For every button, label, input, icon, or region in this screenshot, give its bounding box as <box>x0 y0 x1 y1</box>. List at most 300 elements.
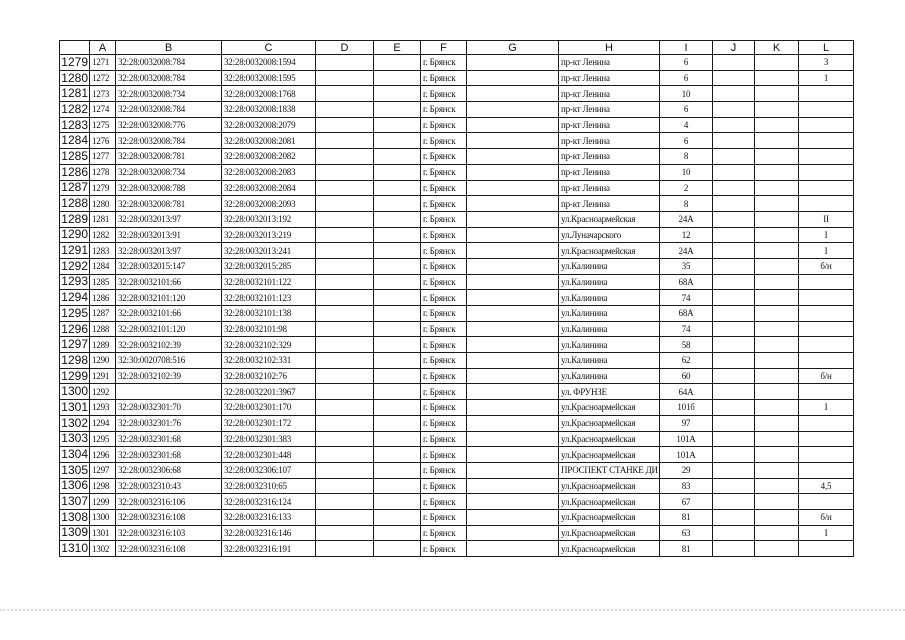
cell-e <box>374 211 421 227</box>
cell-b: 32:28:0032008:776 <box>116 117 222 133</box>
table-row <box>60 368 854 384</box>
cell-l: б/н <box>799 509 854 525</box>
cell-l <box>799 337 854 353</box>
cell-i: 8 <box>660 196 713 212</box>
cell-i: 58 <box>660 337 713 353</box>
cell-i: 2 <box>660 180 713 196</box>
cell-a: 1298 <box>90 478 116 494</box>
cell-j <box>713 306 755 322</box>
cell-h: ул.Красноармейская <box>559 541 660 557</box>
cell-a: 1280 <box>90 196 116 212</box>
cell-k <box>755 117 799 133</box>
cell-e <box>374 258 421 274</box>
cell-i: 74 <box>660 290 713 306</box>
cell-g <box>467 180 559 196</box>
cell-j <box>713 117 755 133</box>
cell-l: б/н <box>799 368 854 384</box>
row-number: 1292 <box>61 258 88 273</box>
column-header-b: B <box>116 41 222 55</box>
cell-b: 32:28:0032013:97 <box>116 211 222 227</box>
cell-j <box>713 290 755 306</box>
cell-f: г. Брянск <box>421 525 467 541</box>
table-row <box>60 180 854 196</box>
cell-b: 32:28:0032008:784 <box>116 133 222 149</box>
cell-h: ул.Красноармейская <box>559 509 660 525</box>
column-header-row <box>60 41 854 55</box>
cell-d <box>316 258 374 274</box>
cell-f: г. Брянск <box>421 447 467 463</box>
cell-h: ул.Красноармейская <box>559 431 660 447</box>
cell-c: 32:28:0032008:2082 <box>222 149 316 165</box>
cell-h: ул.Калинина <box>559 290 660 306</box>
cell-c: 32:28:0032008:1838 <box>222 102 316 118</box>
row-number: 1281 <box>61 86 88 101</box>
cell-k <box>755 353 799 369</box>
cell-j <box>713 337 755 353</box>
cell-d <box>316 462 374 478</box>
cell-f: г. Брянск <box>421 400 467 416</box>
cell-a: 1278 <box>90 164 116 180</box>
cell-b: 32:28:0032101:120 <box>116 321 222 337</box>
column-header-e: E <box>374 41 421 55</box>
cell-d <box>316 133 374 149</box>
cell-h: ПРОСПЕКТ СТАНКЕ ДИ <box>559 462 660 478</box>
cell-d <box>316 243 374 259</box>
cell-l <box>799 274 854 290</box>
cell-e <box>374 70 421 86</box>
cell-c: 32:28:0032316:191 <box>222 541 316 557</box>
cell-d <box>316 541 374 557</box>
cell-g <box>467 149 559 165</box>
cell-f: г. Брянск <box>421 368 467 384</box>
cell-j <box>713 70 755 86</box>
cell-e <box>374 196 421 212</box>
table-row <box>60 227 854 243</box>
cell-f: г. Брянск <box>421 164 467 180</box>
cell-d <box>316 509 374 525</box>
cell-d <box>316 368 374 384</box>
cell-f: г. Брянск <box>421 321 467 337</box>
cell-k <box>755 211 799 227</box>
cell-i: 68А <box>660 274 713 290</box>
table-row <box>60 384 854 400</box>
row-number: 1304 <box>61 447 88 462</box>
cell-g <box>467 478 559 494</box>
column-header-h: H <box>559 41 660 55</box>
cell-a: 1271 <box>90 55 116 71</box>
cell-k <box>755 509 799 525</box>
cell-f: г. Брянск <box>421 509 467 525</box>
cell-a: 1289 <box>90 337 116 353</box>
cell-c: 32:28:0032013:241 <box>222 243 316 259</box>
cell-j <box>713 509 755 525</box>
cell-i: 6 <box>660 133 713 149</box>
cell-j <box>713 494 755 510</box>
cell-d <box>316 337 374 353</box>
cell-j <box>713 180 755 196</box>
row-number: 1290 <box>61 227 88 242</box>
cell-g <box>467 400 559 416</box>
table-row <box>60 400 854 416</box>
cell-j <box>713 462 755 478</box>
cell-f: г. Брянск <box>421 337 467 353</box>
cell-a: 1283 <box>90 243 116 259</box>
cell-l <box>799 133 854 149</box>
cell-c: 32:28:0032008:2083 <box>222 164 316 180</box>
cell-g <box>467 290 559 306</box>
cell-b: 32:28:0032008:784 <box>116 70 222 86</box>
cell-k <box>755 258 799 274</box>
cell-e <box>374 321 421 337</box>
cell-f: г. Брянск <box>421 70 467 86</box>
cell-i: 24А <box>660 211 713 227</box>
cell-f: г. Брянск <box>421 117 467 133</box>
cell-k <box>755 86 799 102</box>
cell-g <box>467 117 559 133</box>
cell-h: пр-кт Ленина <box>559 117 660 133</box>
cell-h: ул.Калинина <box>559 274 660 290</box>
cell-h: пр-кт Ленина <box>559 196 660 212</box>
cell-d <box>316 478 374 494</box>
cell-h: ул.Калинина <box>559 368 660 384</box>
cell-l <box>799 86 854 102</box>
cell-e <box>374 447 421 463</box>
cell-k <box>755 415 799 431</box>
row-number: 1283 <box>61 117 88 132</box>
cell-h: ул.Красноармейская <box>559 400 660 416</box>
table-row <box>60 164 854 180</box>
cell-c: 32:28:0032102:76 <box>222 368 316 384</box>
cell-f: г. Брянск <box>421 55 467 71</box>
cell-h: пр-кт Ленина <box>559 55 660 71</box>
cell-f: г. Брянск <box>421 227 467 243</box>
cell-j <box>713 102 755 118</box>
table-row <box>60 321 854 337</box>
cell-f: г. Брянск <box>421 306 467 322</box>
cell-j <box>713 368 755 384</box>
cell-c: 32:28:0032008:1594 <box>222 55 316 71</box>
cell-b: 32:28:0032013:91 <box>116 227 222 243</box>
cell-e <box>374 541 421 557</box>
cell-b: 32:28:0032013:97 <box>116 243 222 259</box>
cell-l: I <box>799 227 854 243</box>
cell-e <box>374 243 421 259</box>
cell-e <box>374 368 421 384</box>
table-row <box>60 462 854 478</box>
row-number: 1287 <box>61 180 88 195</box>
cell-d <box>316 180 374 196</box>
cell-i: 62 <box>660 353 713 369</box>
cell-b <box>116 384 222 400</box>
cell-j <box>713 321 755 337</box>
row-number: 1301 <box>61 399 88 414</box>
cell-f: г. Брянск <box>421 415 467 431</box>
cell-k <box>755 447 799 463</box>
cell-f: г. Брянск <box>421 86 467 102</box>
cell-i: 29 <box>660 462 713 478</box>
cell-e <box>374 290 421 306</box>
cell-f: г. Брянск <box>421 243 467 259</box>
cell-e <box>374 149 421 165</box>
cell-c: 32:28:0032301:448 <box>222 447 316 463</box>
cell-i: 81 <box>660 541 713 557</box>
cell-i: 10 <box>660 164 713 180</box>
cell-d <box>316 86 374 102</box>
cell-e <box>374 164 421 180</box>
cell-f: г. Брянск <box>421 494 467 510</box>
cell-b: 32:30:0020708:516 <box>116 353 222 369</box>
cell-l <box>799 306 854 322</box>
table-row <box>60 55 854 71</box>
cell-b: 32:28:0032008:781 <box>116 149 222 165</box>
cell-g <box>467 55 559 71</box>
cell-k <box>755 525 799 541</box>
row-number: 1297 <box>61 337 88 352</box>
cell-l <box>799 462 854 478</box>
cell-f: г. Брянск <box>421 384 467 400</box>
column-header-j: J <box>713 41 755 55</box>
cell-c: 32:28:0032201:3967 <box>222 384 316 400</box>
cell-g <box>467 133 559 149</box>
cell-k <box>755 227 799 243</box>
cell-l <box>799 431 854 447</box>
cell-h: пр-кт Ленина <box>559 102 660 118</box>
cell-f: г. Брянск <box>421 258 467 274</box>
cell-k <box>755 321 799 337</box>
cell-j <box>713 211 755 227</box>
cell-i: 83 <box>660 478 713 494</box>
cell-e <box>374 353 421 369</box>
row-number: 1280 <box>61 70 88 85</box>
cell-e <box>374 525 421 541</box>
cell-a: 1274 <box>90 102 116 118</box>
cell-g <box>467 462 559 478</box>
cell-c: 32:28:0032301:172 <box>222 415 316 431</box>
row-number: 1284 <box>61 133 88 148</box>
cell-j <box>713 431 755 447</box>
cell-b: 32:28:0032008:734 <box>116 86 222 102</box>
cell-i: 63 <box>660 525 713 541</box>
cell-i: 101б <box>660 400 713 416</box>
cell-g <box>467 415 559 431</box>
row-number: 1307 <box>61 494 88 509</box>
table-row <box>60 525 854 541</box>
cell-b: 32:28:0032316:108 <box>116 509 222 525</box>
cell-c: 32:28:0032008:2093 <box>222 196 316 212</box>
cell-l <box>799 196 854 212</box>
cell-e <box>374 117 421 133</box>
cell-g <box>467 274 559 290</box>
table-row <box>60 494 854 510</box>
cell-e <box>374 384 421 400</box>
cell-d <box>316 196 374 212</box>
cell-g <box>467 102 559 118</box>
cell-l <box>799 415 854 431</box>
cell-c: 32:28:0032013:219 <box>222 227 316 243</box>
column-header-k: K <box>755 41 799 55</box>
cell-k <box>755 133 799 149</box>
cell-k <box>755 180 799 196</box>
cell-g <box>467 70 559 86</box>
cell-d <box>316 70 374 86</box>
cell-k <box>755 290 799 306</box>
cell-d <box>316 117 374 133</box>
cell-j <box>713 243 755 259</box>
cell-a: 1286 <box>90 290 116 306</box>
cell-k <box>755 541 799 557</box>
cell-f: г. Брянск <box>421 211 467 227</box>
cell-a: 1299 <box>90 494 116 510</box>
cell-a: 1292 <box>90 384 116 400</box>
cell-d <box>316 164 374 180</box>
cell-h: пр-кт Ленина <box>559 164 660 180</box>
cell-k <box>755 196 799 212</box>
cell-b: 32:28:0032008:784 <box>116 55 222 71</box>
cell-a: 1279 <box>90 180 116 196</box>
cell-d <box>316 447 374 463</box>
cell-i: 68А <box>660 306 713 322</box>
cell-l <box>799 384 854 400</box>
cell-h: пр-кт Ленина <box>559 149 660 165</box>
cell-k <box>755 274 799 290</box>
cell-f: г. Брянск <box>421 180 467 196</box>
cell-b: 32:28:0032102:39 <box>116 337 222 353</box>
cell-f: г. Брянск <box>421 462 467 478</box>
cell-l <box>799 290 854 306</box>
cell-e <box>374 55 421 71</box>
cell-e <box>374 102 421 118</box>
cell-h: ул.Калинина <box>559 321 660 337</box>
cell-l <box>799 117 854 133</box>
cell-a: 1272 <box>90 70 116 86</box>
cell-c: 32:28:0032310:65 <box>222 478 316 494</box>
cell-a: 1288 <box>90 321 116 337</box>
cell-l <box>799 102 854 118</box>
cell-e <box>374 478 421 494</box>
cell-i: 8 <box>660 149 713 165</box>
cell-g <box>467 353 559 369</box>
table-row <box>60 415 854 431</box>
cell-c: 32:28:0032102:329 <box>222 337 316 353</box>
cell-c: 32:28:0032101:122 <box>222 274 316 290</box>
cell-c: 32:28:0032008:2084 <box>222 180 316 196</box>
cell-a: 1301 <box>90 525 116 541</box>
cell-f: г. Брянск <box>421 431 467 447</box>
cell-k <box>755 149 799 165</box>
cell-b: 32:28:0032015:147 <box>116 258 222 274</box>
cell-e <box>374 180 421 196</box>
cell-a: 1275 <box>90 117 116 133</box>
cell-g <box>467 525 559 541</box>
table-row <box>60 478 854 494</box>
cell-d <box>316 525 374 541</box>
cell-f: г. Брянск <box>421 541 467 557</box>
cell-h: ул.Красноармейская <box>559 447 660 463</box>
row-number: 1306 <box>61 478 88 493</box>
column-header-g: G <box>467 41 559 55</box>
cell-d <box>316 274 374 290</box>
row-number: 1295 <box>61 305 88 320</box>
cell-j <box>713 541 755 557</box>
cell-k <box>755 384 799 400</box>
cell-k <box>755 306 799 322</box>
cell-c: 32:28:0032316:124 <box>222 494 316 510</box>
cell-e <box>374 509 421 525</box>
row-number: 1302 <box>61 415 88 430</box>
cell-k <box>755 431 799 447</box>
cell-h: ул.Калинина <box>559 337 660 353</box>
cell-h: пр-кт Ленина <box>559 133 660 149</box>
cell-k <box>755 478 799 494</box>
cell-i: 81 <box>660 509 713 525</box>
cell-j <box>713 400 755 416</box>
cell-j <box>713 149 755 165</box>
cell-d <box>316 384 374 400</box>
cell-g <box>467 211 559 227</box>
cell-c: 32:28:0032008:1768 <box>222 86 316 102</box>
cell-e <box>374 306 421 322</box>
cell-i: 67 <box>660 494 713 510</box>
table-row <box>60 133 854 149</box>
cell-e <box>374 274 421 290</box>
row-number: 1303 <box>61 431 88 446</box>
cell-e <box>374 462 421 478</box>
cell-d <box>316 149 374 165</box>
column-header-l: L <box>799 41 854 55</box>
cell-j <box>713 353 755 369</box>
cell-f: г. Брянск <box>421 478 467 494</box>
cell-i: 4 <box>660 117 713 133</box>
cell-a: 1285 <box>90 274 116 290</box>
cell-j <box>713 415 755 431</box>
cell-e <box>374 337 421 353</box>
cell-d <box>316 306 374 322</box>
cell-c: 32:28:0032306:107 <box>222 462 316 478</box>
cell-c: 32:28:0032008:1595 <box>222 70 316 86</box>
table-body <box>60 55 854 557</box>
cell-j <box>713 478 755 494</box>
cell-a: 1295 <box>90 431 116 447</box>
cell-b: 32:28:0032316:106 <box>116 494 222 510</box>
cell-b: 32:28:0032101:66 <box>116 306 222 322</box>
cell-j <box>713 133 755 149</box>
cell-l: I <box>799 400 854 416</box>
spreadsheet-table <box>59 40 854 557</box>
cell-g <box>467 258 559 274</box>
cell-l: 4,5 <box>799 478 854 494</box>
cell-j <box>713 196 755 212</box>
column-header-c: C <box>222 41 316 55</box>
cell-c: 32:28:0032316:133 <box>222 509 316 525</box>
cell-k <box>755 243 799 259</box>
cell-l: 1 <box>799 70 854 86</box>
cell-i: 97 <box>660 415 713 431</box>
cell-l: II <box>799 211 854 227</box>
cell-b: 32:28:0032008:734 <box>116 164 222 180</box>
cell-d <box>316 494 374 510</box>
cell-j <box>713 227 755 243</box>
cell-h: пр-кт Ленина <box>559 70 660 86</box>
cell-d <box>316 431 374 447</box>
header-corner-cell <box>60 41 90 55</box>
cell-b: 32:28:0032310:43 <box>116 478 222 494</box>
row-number: 1305 <box>61 462 88 477</box>
cell-e <box>374 494 421 510</box>
table-row <box>60 290 854 306</box>
cell-c: 32:28:0032102:331 <box>222 353 316 369</box>
cell-l: б/н <box>799 258 854 274</box>
cell-l <box>799 541 854 557</box>
